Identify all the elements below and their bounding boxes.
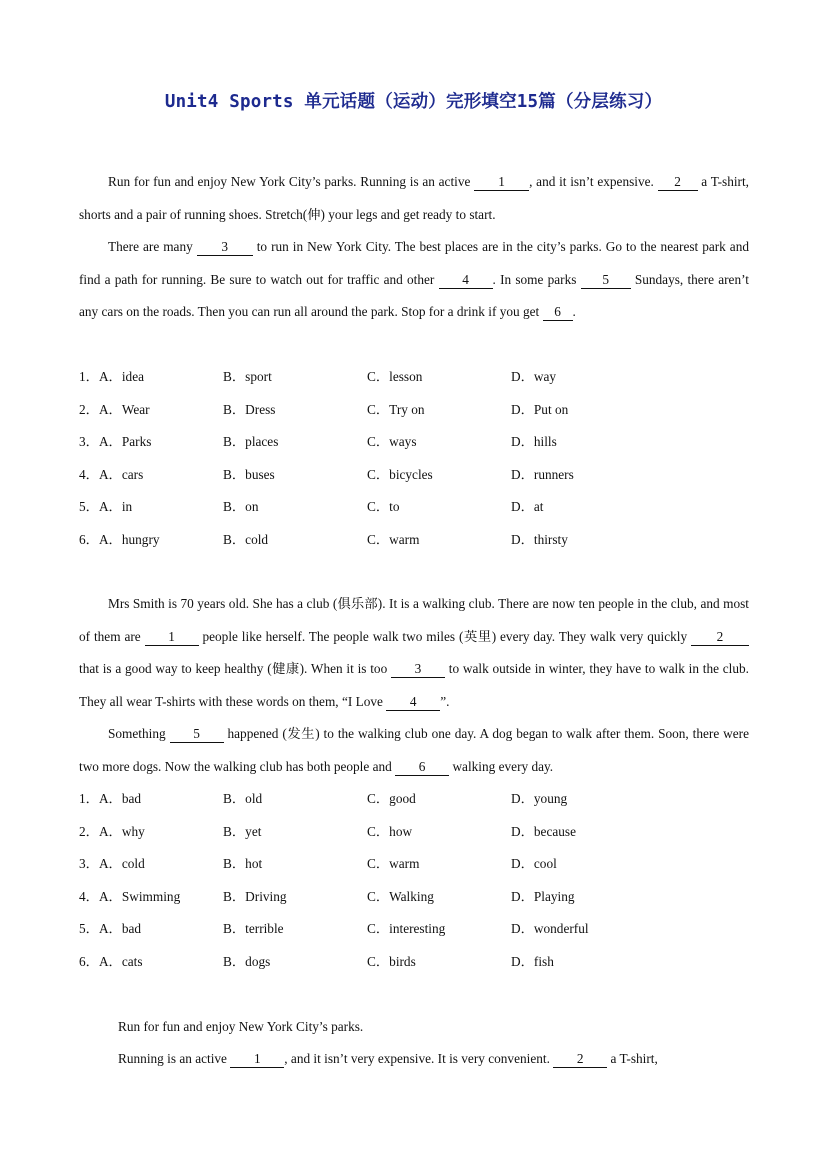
blank-4: 4: [386, 694, 440, 711]
option-row: 5．A．in B．on C．to D．at: [79, 499, 544, 514]
blank-6: 6: [543, 304, 573, 321]
passage1-options: [79, 361, 759, 556]
page-title: Unit4 Sports 单元话题（运动）完形填空15篇（分层练习）: [164, 92, 663, 112]
blank-1: 1: [145, 629, 199, 646]
option-row: 1．A．bad B．old C．good D．young: [79, 791, 568, 806]
passage2-options: [79, 783, 759, 978]
blank-1: 1: [474, 174, 529, 191]
option-row: 2．A．why B．yet C．how D．because: [79, 823, 576, 839]
passage2-paragraph2: Something 5 happened (发生) to the walking club one day. A dog began to walk after them. Soon, there were two more dogs. Now the walking club has both people and 6 walking every day.: [79, 726, 749, 774]
option-row: 6．A．hungry B．cold C．warm D．thirsty: [79, 531, 568, 547]
blank-5: 5: [170, 726, 224, 743]
option-row: 6．A．cats B．dogs C．birds D．fish: [79, 953, 554, 969]
option-row: 4．A．Swimming B．Driving C．Walking D．Playing: [79, 888, 575, 904]
passage3-paragraph2: Running is an active 1 , and it isn’t very expensive. It is very convenient. 2 a T-shirt,: [118, 1051, 658, 1066]
blank-5: 5: [581, 272, 631, 289]
option-row: 2．A．Wear B．Dress C．Try on D．Put on: [79, 401, 569, 417]
blank-2: 2: [553, 1051, 607, 1068]
passage1-paragraph1: Run for fun and enjoy New York City’s parks. Running is an active 1 , and it isn’t expensive. 2 a T-shirt, shorts and a pair of running shoes. Stretch(伸) your legs and get ready to start.: [79, 174, 749, 222]
option-row: 3．A．Parks B．places C．ways D．hills: [79, 434, 557, 449]
passage3-paragraph1: Run for fun and enjoy New York City’s parks.: [118, 1019, 364, 1034]
blank-2: 2: [658, 174, 698, 191]
option-row: 5．A．bad B．terrible C．interesting D．wonderful: [79, 921, 589, 936]
passage1-paragraph2: There are many 3 to run in New York City. The best places are in the city’s parks. Go to the nearest park and find a path for running. Be sure to watch out for traffic and other 4 . In some parks 5 Sundays, there aren’t any cars on the roads. Then you can run all around the park. Stop for a drink if you get 6 .: [79, 239, 750, 319]
blank-1: 1: [230, 1051, 284, 1068]
option-row: 1．A．idea B．sport C．lesson D．way: [79, 369, 557, 384]
option-row: 3．A．cold B．hot C．warm D．cool: [79, 856, 557, 871]
blank-3: 3: [197, 239, 253, 256]
blank-4: 4: [439, 272, 493, 289]
option-row: 4．A．cars B．buses C．bicycles D．runners: [79, 466, 574, 482]
blank-3: 3: [391, 661, 445, 678]
passage2-paragraph1: Mrs Smith is 70 years old. She has a club (俱乐部). It is a walking club. There are now ten people in the club, and most of them are 1 people like herself. The people walk two miles (英里) every day. They walk very quickly 2 that is a good way to keep healthy (健康). When it is too 3 to walk outside in winter, they have to walk in the club. They all wear T-shirts with these words on them, “I Love 4 ”.: [79, 596, 749, 709]
blank-2: 2: [691, 629, 749, 646]
blank-6: 6: [395, 759, 449, 776]
